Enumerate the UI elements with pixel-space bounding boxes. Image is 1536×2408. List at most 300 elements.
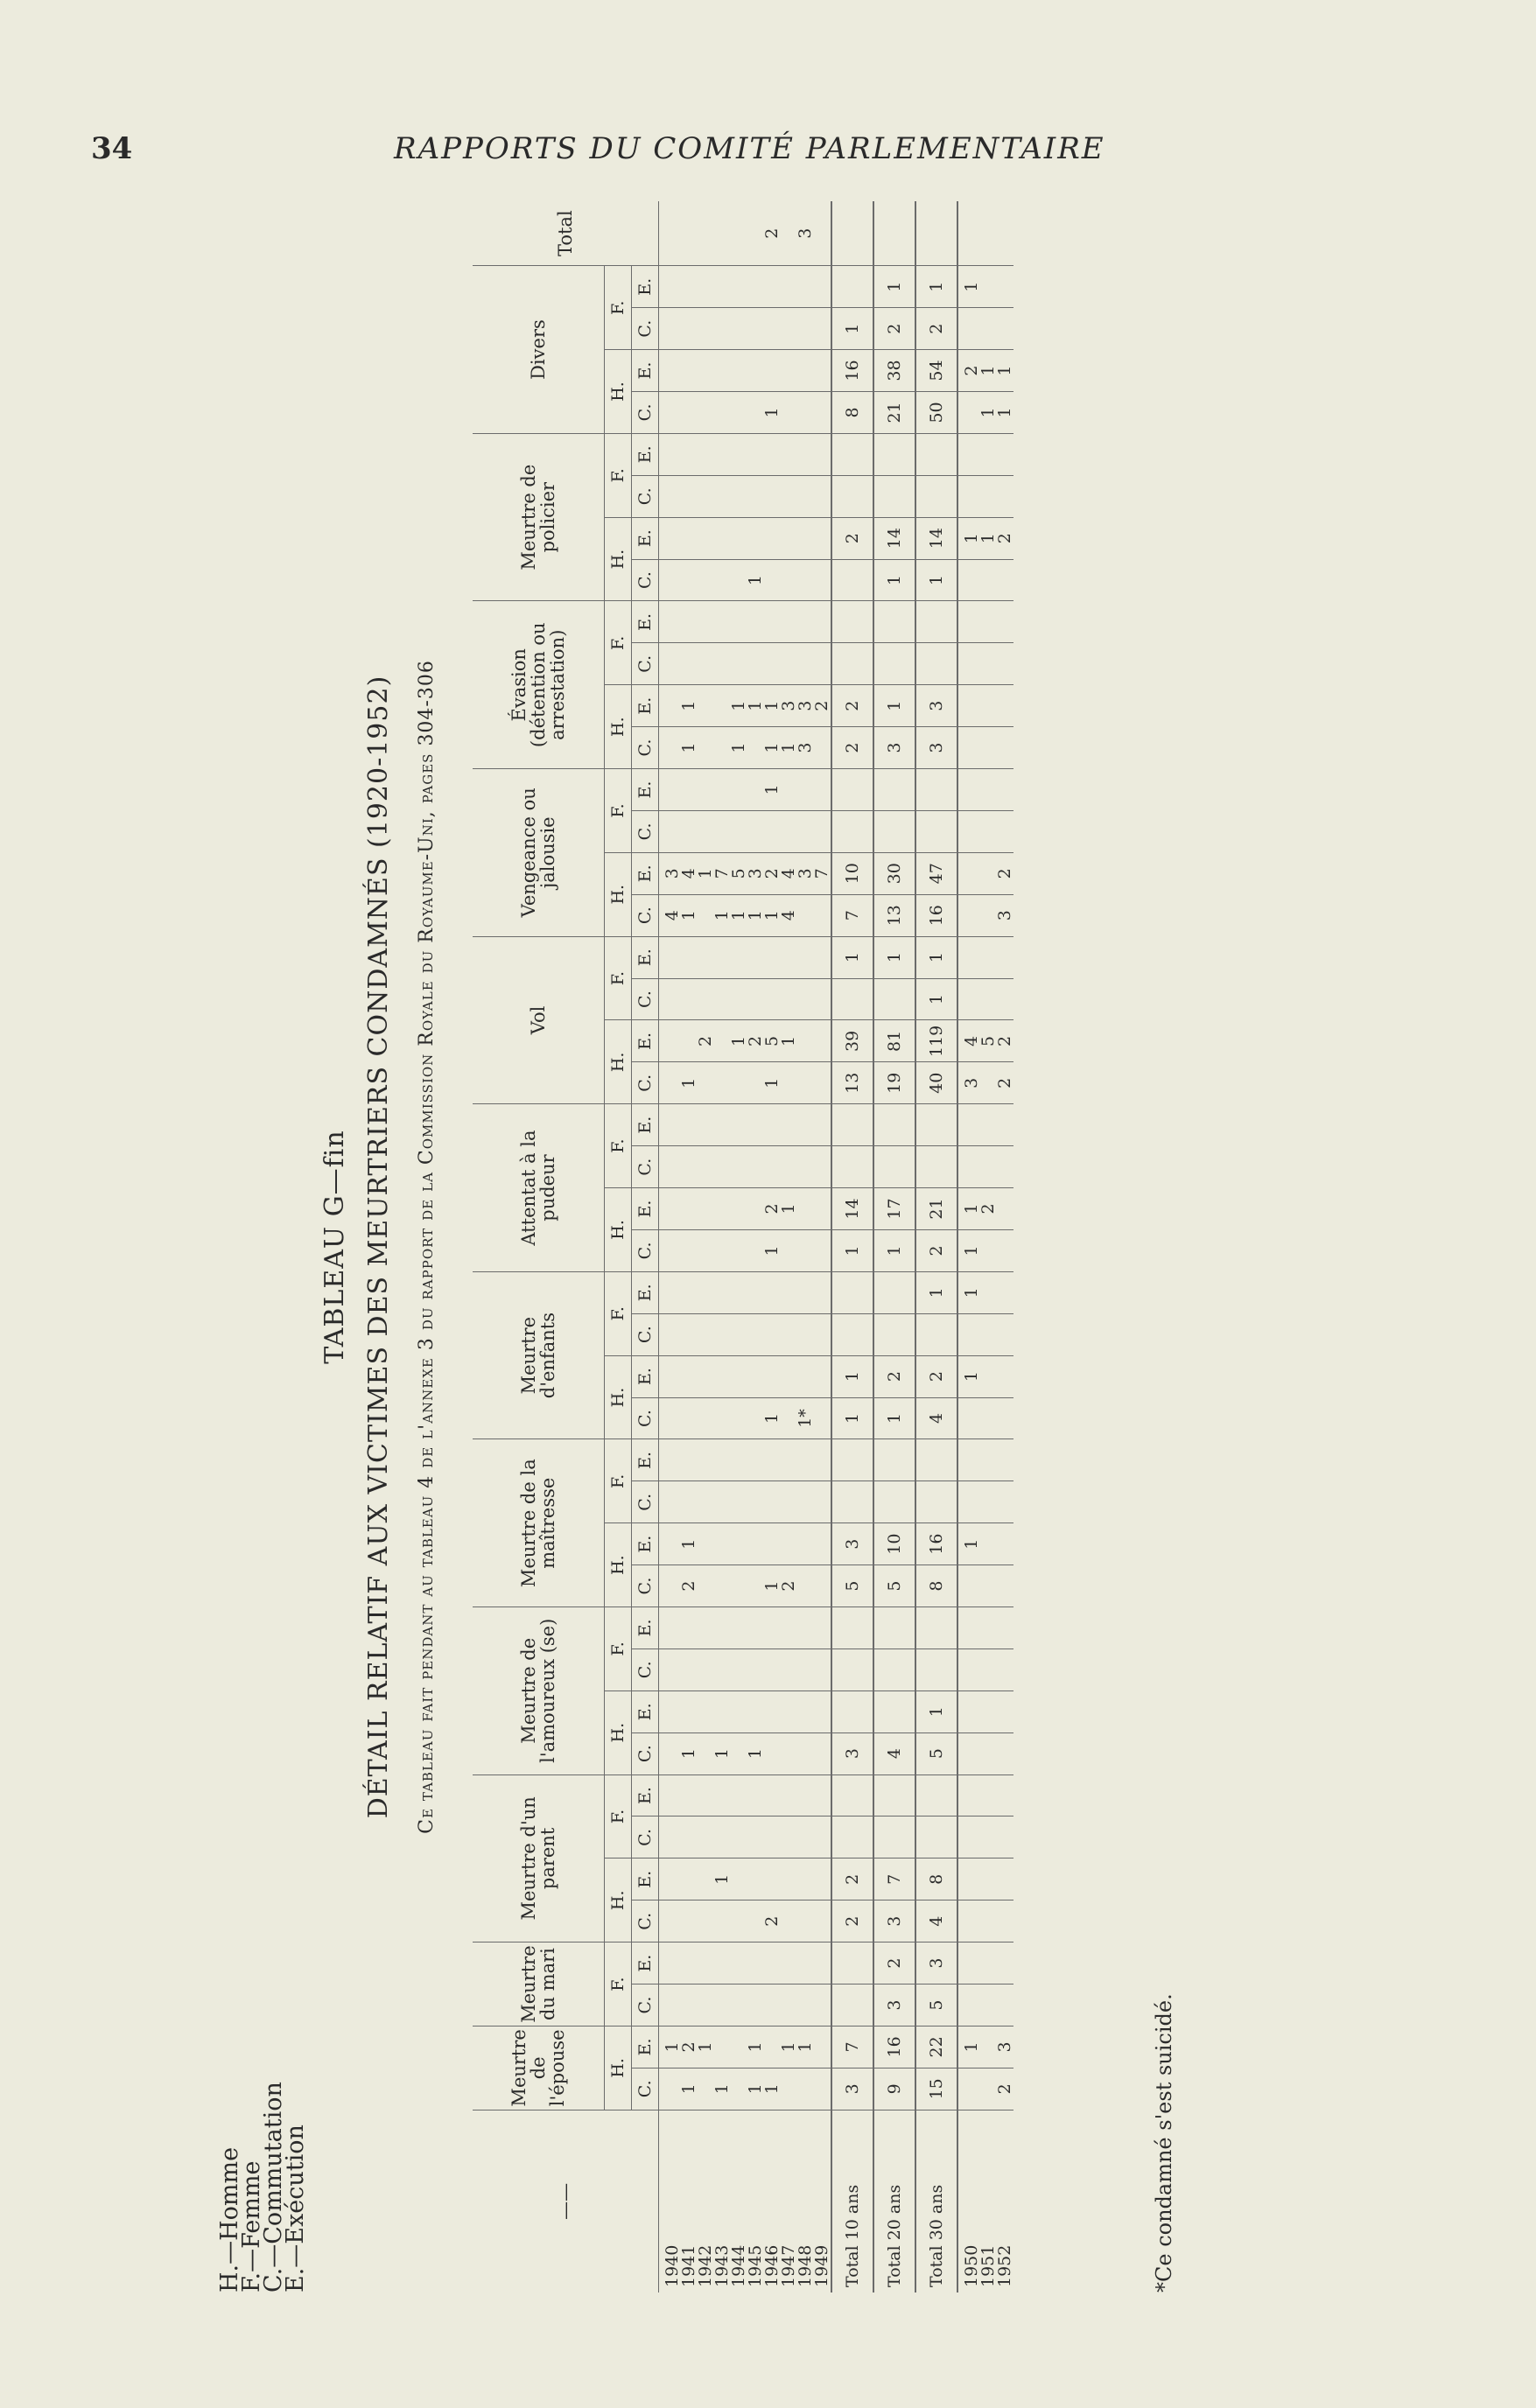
sex-header: H. bbox=[605, 350, 632, 434]
table-cell bbox=[797, 1690, 814, 1732]
table-cell bbox=[997, 1607, 1013, 1649]
table-cell bbox=[781, 1062, 797, 1104]
table-cell bbox=[714, 643, 731, 685]
table-cell bbox=[714, 308, 731, 350]
sex-header: H. bbox=[605, 1020, 632, 1104]
category-header: Vol bbox=[473, 936, 605, 1104]
row-label: 1952 bbox=[995, 2244, 1014, 2287]
table-cell: 2 bbox=[831, 727, 873, 769]
table-cell bbox=[781, 559, 797, 601]
table-cell bbox=[764, 936, 781, 978]
table-cell: 4 bbox=[915, 1900, 957, 1942]
table-cell bbox=[659, 1565, 682, 1607]
category-header: Vengeance ou jalousie bbox=[473, 769, 605, 937]
table-cell bbox=[764, 1104, 781, 1146]
table-cell: 1 bbox=[831, 308, 873, 350]
table-cell bbox=[980, 1355, 997, 1397]
row-label: 1946 bbox=[762, 2244, 782, 2287]
table-cell: 2 bbox=[915, 1355, 957, 1397]
table-cell: 1 bbox=[764, 2068, 781, 2110]
table-cell bbox=[698, 559, 714, 601]
table-cell bbox=[731, 1481, 747, 1523]
table-cell bbox=[997, 266, 1013, 308]
table-cell bbox=[714, 517, 731, 559]
table-cell bbox=[714, 810, 731, 852]
table-cell bbox=[681, 350, 698, 392]
table-cell bbox=[873, 643, 915, 685]
outcome-header: E. bbox=[632, 769, 659, 811]
table-cell: 1 bbox=[764, 391, 781, 433]
table-cell bbox=[873, 201, 915, 266]
table-cell bbox=[681, 601, 698, 643]
table-cell bbox=[831, 1439, 873, 1481]
table-cell: 2 bbox=[831, 517, 873, 559]
table-cell bbox=[957, 810, 980, 852]
table-cell bbox=[731, 391, 747, 433]
table-cell bbox=[814, 1565, 831, 1607]
sex-header: F. bbox=[605, 1942, 632, 2026]
table-cell: 13 bbox=[831, 1062, 873, 1104]
table-cell bbox=[764, 1942, 781, 1984]
table-cell: 2 bbox=[831, 685, 873, 727]
table-cell bbox=[957, 475, 980, 517]
outcome-header: C. bbox=[632, 1900, 659, 1942]
table-cell bbox=[997, 1146, 1013, 1188]
table-cell bbox=[714, 1188, 731, 1230]
table-cell: 1 bbox=[957, 1271, 980, 1313]
sex-header: H. bbox=[605, 852, 632, 936]
table-cell bbox=[714, 936, 731, 978]
table-cell bbox=[797, 1229, 814, 1271]
table-cell bbox=[698, 1816, 714, 1858]
table-cell bbox=[980, 559, 997, 601]
table-cell: 1 bbox=[681, 1062, 698, 1104]
table-cell bbox=[747, 266, 764, 308]
table-cell bbox=[681, 1648, 698, 1690]
table-cell bbox=[659, 1146, 682, 1188]
table-cell: 1 bbox=[764, 1397, 781, 1439]
table-cell bbox=[681, 643, 698, 685]
table-cell: 1 bbox=[764, 769, 781, 811]
table-cell: 1 bbox=[831, 1397, 873, 1439]
table-cell: 3 bbox=[997, 2026, 1013, 2068]
table-cell bbox=[698, 266, 714, 308]
table-cell bbox=[957, 1607, 980, 1649]
table-cell bbox=[814, 1816, 831, 1858]
table-cell: 22 bbox=[915, 2026, 957, 2068]
table-cell: 1 bbox=[731, 1020, 747, 1062]
data-table bbox=[473, 201, 1013, 2292]
outcome-header: E. bbox=[632, 1271, 659, 1313]
table-cell bbox=[814, 308, 831, 350]
table-cell: 4 bbox=[873, 1732, 915, 1774]
table-cell bbox=[747, 1313, 764, 1355]
table-cell: 1 bbox=[747, 559, 764, 601]
table-cell bbox=[681, 559, 698, 601]
table-cell bbox=[659, 643, 682, 685]
table-cell bbox=[714, 433, 731, 475]
table-cell: 4 bbox=[957, 1020, 980, 1062]
table-cell bbox=[731, 810, 747, 852]
table-cell bbox=[814, 1900, 831, 1942]
outcome-header: C. bbox=[632, 978, 659, 1020]
table-cell: 38 bbox=[873, 350, 915, 392]
row-label: 1951 bbox=[978, 2244, 998, 2287]
table-cell bbox=[873, 1607, 915, 1649]
row-label: Total 10 ans bbox=[831, 2110, 873, 2292]
table-cell bbox=[747, 810, 764, 852]
table-cell bbox=[997, 1942, 1013, 1984]
table-cell bbox=[681, 308, 698, 350]
outcome-header: C. bbox=[632, 1565, 659, 1607]
table-cell bbox=[797, 266, 814, 308]
table-cell: 7 bbox=[714, 852, 731, 894]
table-cell bbox=[659, 1355, 682, 1397]
table-cell bbox=[747, 1355, 764, 1397]
table-cell: 1 bbox=[957, 2026, 980, 2068]
table-cell bbox=[915, 643, 957, 685]
outcome-header: E. bbox=[632, 601, 659, 643]
table-cell bbox=[873, 769, 915, 811]
table-cell bbox=[698, 201, 714, 266]
table-cell bbox=[731, 1565, 747, 1607]
table-cell: 81 bbox=[873, 1020, 915, 1062]
table-cell: 2 bbox=[873, 308, 915, 350]
table-cell bbox=[915, 1481, 957, 1523]
sex-header: H. bbox=[605, 1188, 632, 1272]
table-cell bbox=[747, 1271, 764, 1313]
table-cell: 2 bbox=[831, 1858, 873, 1900]
table-cell bbox=[980, 1942, 997, 1984]
table-cell bbox=[698, 601, 714, 643]
table-cell bbox=[764, 266, 781, 308]
table-cell: 16 bbox=[915, 1523, 957, 1565]
table-cell bbox=[659, 350, 682, 392]
table-cell: 3 bbox=[873, 1900, 915, 1942]
table-cell bbox=[957, 769, 980, 811]
table-cell bbox=[698, 475, 714, 517]
table-cell bbox=[731, 1523, 747, 1565]
table-cell bbox=[698, 936, 714, 978]
table-cell: 1 bbox=[747, 1732, 764, 1774]
table-cell bbox=[814, 1942, 831, 1984]
table-cell bbox=[797, 1146, 814, 1188]
outcome-header: E. bbox=[632, 433, 659, 475]
outcome-header: E. bbox=[632, 1020, 659, 1062]
table-cell: 3 bbox=[915, 685, 957, 727]
table-cell bbox=[957, 1104, 980, 1146]
outcome-header: C. bbox=[632, 475, 659, 517]
table-cell bbox=[814, 936, 831, 978]
table-cell bbox=[957, 685, 980, 727]
table-cell bbox=[731, 769, 747, 811]
table-cell bbox=[764, 350, 781, 392]
table-cell bbox=[814, 1104, 831, 1146]
table-cell bbox=[797, 1439, 814, 1481]
table-cell: 1 bbox=[831, 1229, 873, 1271]
table-cell bbox=[781, 1104, 797, 1146]
outcome-header: C. bbox=[632, 1229, 659, 1271]
table-cell bbox=[997, 769, 1013, 811]
table-cell: 1 bbox=[873, 685, 915, 727]
table-cell bbox=[797, 1062, 814, 1104]
table-cell bbox=[698, 1900, 714, 1942]
table-cell bbox=[714, 1146, 731, 1188]
table-cell bbox=[714, 1816, 731, 1858]
table-row bbox=[797, 201, 814, 2292]
table-cell bbox=[659, 2068, 682, 2110]
table-cell bbox=[814, 1481, 831, 1523]
table-cell bbox=[764, 517, 781, 559]
table-cell bbox=[698, 308, 714, 350]
table-cell bbox=[714, 1648, 731, 1690]
table-cell bbox=[980, 1271, 997, 1313]
table-cell bbox=[997, 727, 1013, 769]
table-cell: 2 bbox=[764, 852, 781, 894]
table-cell bbox=[915, 1313, 957, 1355]
table-cell: 2 bbox=[980, 1188, 997, 1230]
table-cell bbox=[957, 978, 980, 1020]
table-cell: 1 bbox=[915, 936, 957, 978]
table-cell bbox=[681, 769, 698, 811]
table-cell: 2 bbox=[681, 2026, 698, 2068]
table-cell bbox=[698, 1984, 714, 2026]
table-cell bbox=[747, 1984, 764, 2026]
table-cell bbox=[681, 391, 698, 433]
table-cell bbox=[714, 350, 731, 392]
table-cell bbox=[781, 1523, 797, 1565]
table-cell: 8 bbox=[915, 1565, 957, 1607]
outcome-header: E. bbox=[632, 350, 659, 392]
table-cell bbox=[698, 1774, 714, 1816]
table-cell: 15 bbox=[915, 2068, 957, 2110]
table-cell bbox=[980, 1439, 997, 1481]
page-number: 34 bbox=[91, 131, 133, 166]
table-cell: 1 bbox=[781, 2026, 797, 2068]
table-cell: 5 bbox=[764, 1020, 781, 1062]
table-cell bbox=[764, 1146, 781, 1188]
table-cell bbox=[731, 1607, 747, 1649]
table-cell bbox=[731, 1774, 747, 1816]
table-cell: 1 bbox=[797, 2026, 814, 2068]
table-row bbox=[997, 201, 1013, 2292]
table-cell bbox=[980, 727, 997, 769]
outcome-header: C. bbox=[632, 1062, 659, 1104]
table-cell bbox=[831, 559, 873, 601]
table-cell bbox=[873, 978, 915, 1020]
table-cell bbox=[731, 1816, 747, 1858]
outcome-header: C. bbox=[632, 559, 659, 601]
table-cell bbox=[659, 1188, 682, 1230]
table-cell bbox=[957, 1481, 980, 1523]
table-cell: 1 bbox=[957, 517, 980, 559]
table-cell bbox=[781, 769, 797, 811]
table-cell bbox=[681, 1607, 698, 1649]
table-cell bbox=[781, 1942, 797, 1984]
table-cell bbox=[997, 308, 1013, 350]
sex-header: H. bbox=[605, 1858, 632, 1942]
table-cell: 1 bbox=[781, 1020, 797, 1062]
table-cell bbox=[957, 559, 980, 601]
table-cell bbox=[915, 769, 957, 811]
table-cell bbox=[659, 1523, 682, 1565]
table-cell bbox=[659, 475, 682, 517]
table-cell bbox=[957, 1565, 980, 1607]
table-cell: 1 bbox=[681, 894, 698, 936]
table-cell: 1 bbox=[957, 1523, 980, 1565]
table-cell bbox=[957, 601, 980, 643]
outcome-header: E. bbox=[632, 1439, 659, 1481]
table-cell bbox=[831, 1774, 873, 1816]
table-cell bbox=[797, 1732, 814, 1774]
table-cell bbox=[957, 1942, 980, 1984]
table-cell bbox=[781, 1858, 797, 1900]
table-cell bbox=[714, 1355, 731, 1397]
table-cell bbox=[797, 1355, 814, 1397]
table-cell bbox=[714, 1900, 731, 1942]
table-cell bbox=[659, 1607, 682, 1649]
table-cell bbox=[915, 601, 957, 643]
table-cell bbox=[731, 1900, 747, 1942]
table-cell bbox=[659, 1858, 682, 1900]
table-cell bbox=[764, 978, 781, 1020]
legend-item: C.—Commutation bbox=[260, 2082, 287, 2292]
table-cell bbox=[714, 1271, 731, 1313]
table-cell bbox=[797, 391, 814, 433]
table-cell bbox=[731, 1397, 747, 1439]
table-cell: 16 bbox=[831, 350, 873, 392]
table-cell bbox=[957, 308, 980, 350]
table-cell bbox=[747, 517, 764, 559]
table-cell: 2 bbox=[997, 2068, 1013, 2110]
table-cell bbox=[698, 978, 714, 1020]
table-cell bbox=[764, 1313, 781, 1355]
table-cell bbox=[659, 1732, 682, 1774]
table-cell bbox=[997, 1774, 1013, 1816]
table-cell bbox=[681, 810, 698, 852]
table-cell: 3 bbox=[997, 894, 1013, 936]
outcome-header: C. bbox=[632, 1732, 659, 1774]
table-row bbox=[781, 201, 797, 2292]
table-cell bbox=[731, 643, 747, 685]
table-cell bbox=[980, 810, 997, 852]
table-cell: 4 bbox=[681, 852, 698, 894]
table-cell bbox=[764, 1984, 781, 2026]
table-cell bbox=[681, 201, 698, 266]
table-cell bbox=[781, 936, 797, 978]
table-cell: 1 bbox=[731, 685, 747, 727]
table-cell: 1 bbox=[714, 2068, 731, 2110]
legend-item: E.—Exécution bbox=[282, 2124, 309, 2292]
table-cell: 16 bbox=[915, 894, 957, 936]
table-cell: 19 bbox=[873, 1062, 915, 1104]
table-cell bbox=[873, 1481, 915, 1523]
table-cell: 3 bbox=[797, 727, 814, 769]
table-cell bbox=[659, 1397, 682, 1439]
table-cell bbox=[997, 1565, 1013, 1607]
table-cell bbox=[698, 391, 714, 433]
table-cell bbox=[997, 1481, 1013, 1523]
table-cell: 3 bbox=[873, 1984, 915, 2026]
table-cell: 2 bbox=[997, 1062, 1013, 1104]
table-cell bbox=[731, 308, 747, 350]
table-cell: 4 bbox=[781, 894, 797, 936]
sex-header: F. bbox=[605, 936, 632, 1020]
table-cell bbox=[659, 685, 682, 727]
table-cell bbox=[659, 936, 682, 978]
table-cell bbox=[714, 1565, 731, 1607]
table-cell bbox=[781, 1690, 797, 1732]
outcome-header: E. bbox=[632, 1774, 659, 1816]
table-cell: 10 bbox=[873, 1523, 915, 1565]
table-cell: 3 bbox=[915, 727, 957, 769]
table-cell bbox=[698, 1146, 714, 1188]
table-cell bbox=[997, 978, 1013, 1020]
table-row bbox=[957, 201, 980, 2292]
table-cell bbox=[957, 643, 980, 685]
table-cell: 1 bbox=[980, 350, 997, 392]
table-cell bbox=[659, 266, 682, 308]
table-cell: 1 bbox=[681, 1732, 698, 1774]
table-cell: 2 bbox=[915, 1229, 957, 1271]
table-cell bbox=[997, 1690, 1013, 1732]
table-cell bbox=[698, 1062, 714, 1104]
table-cell: 1 bbox=[781, 727, 797, 769]
table-cell bbox=[997, 1816, 1013, 1858]
table-cell bbox=[814, 1146, 831, 1188]
table-cell bbox=[980, 1565, 997, 1607]
table-cell bbox=[814, 1271, 831, 1313]
legend-item: F.—Femme bbox=[238, 2160, 265, 2292]
table-cell: 14 bbox=[915, 517, 957, 559]
table-cell bbox=[764, 433, 781, 475]
table-cell bbox=[814, 433, 831, 475]
table-title: TABLEAU G—fin bbox=[319, 1130, 350, 1364]
table-cell bbox=[731, 1942, 747, 1984]
table-cell bbox=[797, 1565, 814, 1607]
table-cell bbox=[873, 1648, 915, 1690]
table-cell: 3 bbox=[831, 2068, 873, 2110]
table-cell bbox=[714, 769, 731, 811]
table-cell bbox=[814, 559, 831, 601]
table-cell bbox=[814, 1984, 831, 2026]
table-cell: 1 bbox=[747, 2026, 764, 2068]
table-cell bbox=[831, 1942, 873, 1984]
table-cell: 2 bbox=[997, 1020, 1013, 1062]
table-cell: 1 bbox=[731, 894, 747, 936]
table-cell: 2 bbox=[764, 1188, 781, 1230]
table-cell bbox=[714, 978, 731, 1020]
table-cell bbox=[747, 433, 764, 475]
table-cell: 5 bbox=[980, 1020, 997, 1062]
table-cell bbox=[957, 1858, 980, 1900]
table-cell bbox=[831, 1648, 873, 1690]
outcome-header: C. bbox=[632, 391, 659, 433]
table-cell bbox=[957, 1439, 980, 1481]
table-cell bbox=[915, 1607, 957, 1649]
table-cell: 1 bbox=[997, 391, 1013, 433]
table-cell bbox=[714, 1397, 731, 1439]
table-cell bbox=[831, 1984, 873, 2026]
row-label-header: —— bbox=[473, 2110, 659, 2292]
category-header: Meurtre d'un parent bbox=[473, 1774, 605, 1942]
table-cell bbox=[714, 1690, 731, 1732]
table-cell bbox=[698, 1271, 714, 1313]
table-cell bbox=[997, 643, 1013, 685]
table-row bbox=[659, 201, 682, 2292]
table-cell bbox=[997, 1397, 1013, 1439]
table-cell bbox=[764, 1355, 781, 1397]
